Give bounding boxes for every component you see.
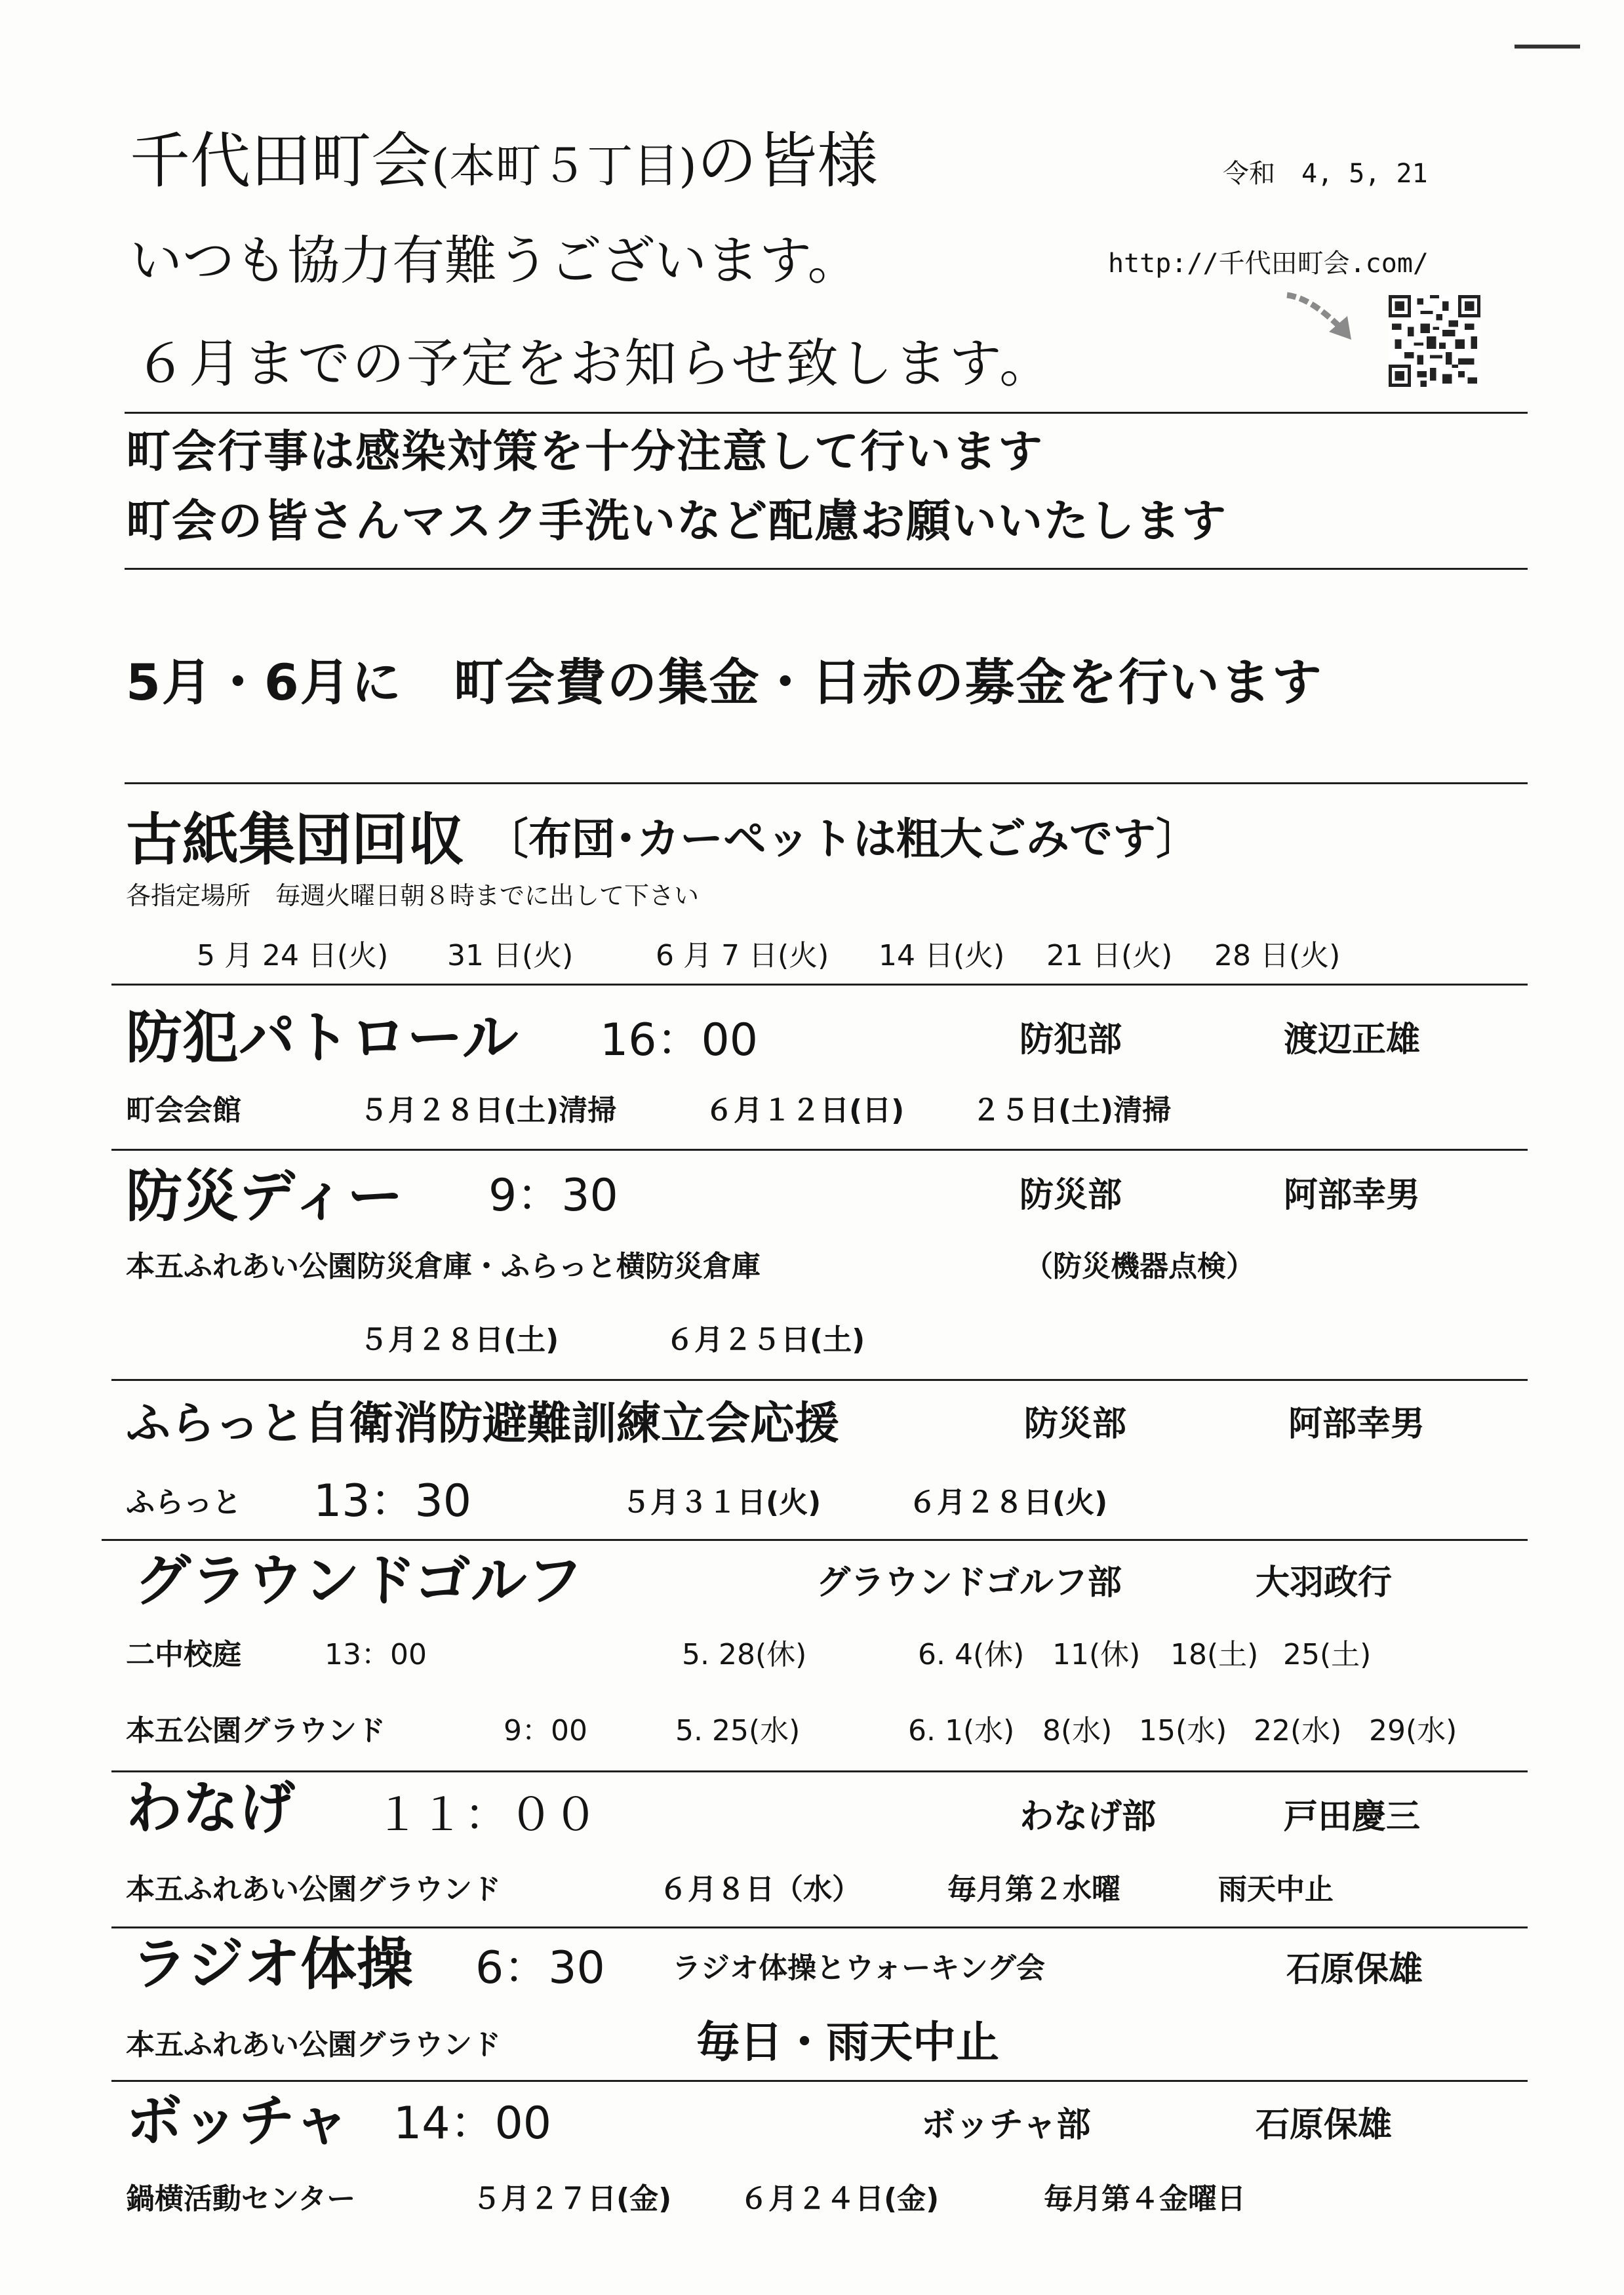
disaster-day-title: 防災ディー: [126, 1164, 404, 1229]
boccia-time: 14：00: [393, 2098, 552, 2149]
page-title: [130, 126, 878, 196]
radio-time: 6：30: [475, 1942, 605, 1994]
recycling-date: 28 日(火): [1214, 939, 1341, 972]
boccia-title: ボッチャ: [126, 2088, 350, 2154]
corner-mark: [1515, 45, 1580, 49]
divider: [111, 984, 1528, 986]
radio-place: 本五ふれあい公園グラウンド: [126, 2028, 501, 2062]
radio-dept: ラジオ体操とウォーキング会: [672, 1951, 1045, 1985]
divider: [102, 1539, 1528, 1541]
drill-title: ふらっと自衛消防避難訓練立会応援: [126, 1398, 840, 1450]
disaster-day-dept: 防災部: [1020, 1176, 1122, 1215]
recycling-note: 〔布団･カーペットは粗大ごみです〕: [485, 814, 1199, 864]
wanage-schedule: 毎月第２水曜: [947, 1873, 1120, 1906]
ground-golf-row1-june: 18(土): [1170, 1638, 1259, 1671]
ground-golf-row2-time: 9：00: [504, 1714, 587, 1747]
drill-dept: 防災部: [1024, 1405, 1127, 1444]
patrol-date: ６月１２日(日): [705, 1094, 905, 1127]
website-url[interactable]: http://千代田町会.com/: [1108, 249, 1429, 279]
drill-date: ６月２８日(火): [908, 1486, 1108, 1519]
ground-golf-row2-june: 29(水): [1369, 1714, 1457, 1747]
radio-title: ラジオ体操: [131, 1932, 413, 1997]
divider: [125, 782, 1528, 784]
disaster-day-purpose: （防災機器点検）: [1024, 1250, 1255, 1283]
recycling-title: 古紙集団回収: [126, 807, 464, 873]
notice-line-1: 町会行事は感染対策を十分注意して行います: [126, 426, 1044, 478]
ground-golf-title: グラウンドゴルフ: [134, 1548, 584, 1614]
radio-note: 毎日・雨天中止: [696, 2017, 999, 2067]
curved-arrow-icon: [1282, 289, 1367, 348]
patrol-title: 防犯パトロール: [126, 1005, 519, 1071]
collection-announcement: 5月・6月に 町会費の集金・日赤の募金を行います: [126, 653, 1323, 711]
ground-golf-row2-june: 8(水): [1042, 1714, 1113, 1747]
divider: [111, 1379, 1528, 1381]
ground-golf-row2-june: 6. 1(水): [908, 1714, 1015, 1747]
ground-golf-row1-may: 5. 28(休): [682, 1638, 807, 1671]
ground-golf-dept: グラウンドゴルフ部: [816, 1563, 1122, 1603]
patrol-dept: 防犯部: [1020, 1020, 1122, 1060]
recycling-date: 6 月 7 日(火): [656, 939, 829, 972]
divider: [125, 568, 1528, 570]
title-paren: (本町５丁目): [431, 139, 697, 193]
drill-date: ５月３１日(火): [622, 1486, 822, 1519]
radio-person: 石原保雄: [1286, 1950, 1423, 1989]
notice-line-2: 町会の皆さんマスク手洗いなど配慮お願いいたします: [126, 496, 1228, 548]
drill-place: ふらっと: [126, 1486, 241, 1519]
divider: [111, 2080, 1528, 2082]
ground-golf-row1-june: 11(休): [1052, 1638, 1141, 1671]
patrol-person: 渡辺正雄: [1284, 1020, 1421, 1060]
ground-golf-row2-june: 22(水): [1254, 1714, 1342, 1747]
wanage-date: ６月８日（水）: [659, 1873, 861, 1906]
recycling-desc: 各指定場所 毎週火曜日朝８時までに出して下さい: [126, 881, 700, 910]
drill-time: 13：30: [313, 1475, 472, 1527]
intro-text: ６月までの予定をお知らせ致します。: [134, 333, 1054, 394]
disaster-day-place: 本五ふれあい公園防災倉庫・ふらっと横防災倉庫: [126, 1250, 761, 1283]
recycling-date: 5 月 24 日(火): [197, 939, 389, 972]
greeting: いつも協力有難うございます。: [130, 230, 860, 291]
boccia-dept: ボッチャ部: [921, 2105, 1091, 2145]
ground-golf-row1-june: 6. 4(休): [918, 1638, 1025, 1671]
boccia-date: ５月２７日(金): [472, 2182, 672, 2216]
title-main: 千代田町会: [130, 126, 432, 196]
wanage-place: 本五ふれあい公園グラウンド: [126, 1873, 501, 1906]
disaster-day-date: ６月２５日(土): [665, 1323, 865, 1357]
patrol-place: 町会会館: [126, 1094, 241, 1127]
ground-golf-person: 大羽政行: [1256, 1563, 1393, 1603]
ground-golf-row2-june: 15(水): [1139, 1714, 1227, 1747]
boccia-place: 鍋横活動センター: [126, 2182, 356, 2216]
ground-golf-row2-may: 5. 25(水): [675, 1714, 801, 1747]
disaster-day-date: ５月２８日(土): [359, 1323, 559, 1357]
wanage-note: 雨天中止: [1218, 1873, 1334, 1906]
issue-date: 令和 4, 5, 21: [1223, 159, 1428, 189]
divider: [111, 1926, 1528, 1928]
patrol-time: 16：00: [600, 1014, 759, 1066]
recycling-date: 21 日(火): [1046, 939, 1173, 972]
ground-golf-row1-time: 13：00: [325, 1638, 427, 1671]
wanage-dept: わなげ部: [1020, 1797, 1157, 1837]
qr-code-icon[interactable]: [1389, 295, 1480, 387]
divider: [111, 1770, 1528, 1772]
title-tail: の皆様: [696, 126, 878, 196]
wanage-title: わなげ: [126, 1776, 295, 1841]
ground-golf-row1-place: 二中校庭: [126, 1638, 241, 1671]
drill-person: 阿部幸男: [1288, 1405, 1425, 1444]
boccia-person: 石原保雄: [1256, 2105, 1393, 2145]
patrol-date: ５月２８日(土)清掃: [359, 1094, 617, 1127]
disaster-day-person: 阿部幸男: [1284, 1176, 1421, 1215]
patrol-date: ２５日(土)清掃: [972, 1094, 1172, 1127]
boccia-schedule: 毎月第４金曜日: [1044, 2182, 1246, 2216]
divider: [111, 1149, 1528, 1151]
recycling-date: 31 日(火): [447, 939, 574, 972]
disaster-day-time: 9：30: [488, 1170, 618, 1222]
recycling-date: 14 日(火): [879, 939, 1005, 972]
ground-golf-row2-place: 本五公園グラウンド: [126, 1714, 386, 1747]
boccia-date: ６月２４日(金): [740, 2182, 940, 2216]
ground-golf-row1-june: 25(土): [1283, 1638, 1372, 1671]
divider: [125, 412, 1528, 414]
wanage-person: 戸田慶三: [1284, 1797, 1421, 1837]
wanage-time: １１：００: [375, 1789, 599, 1841]
